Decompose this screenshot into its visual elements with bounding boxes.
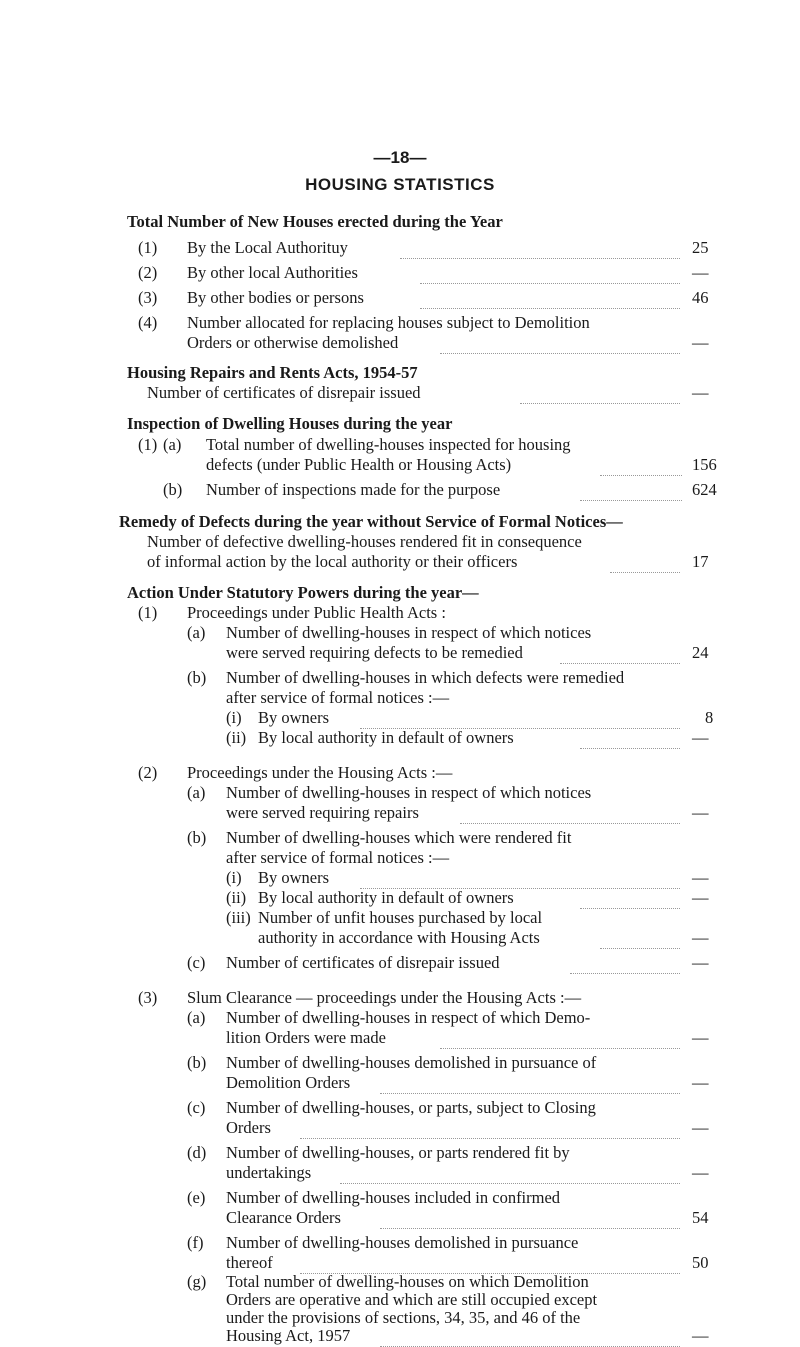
item-text: Total number of dwelling-houses inspected for housing — [206, 435, 571, 454]
item-value: 54 — [692, 1208, 709, 1227]
item-text: Number of dwelling-houses in respect of which notices — [226, 783, 592, 802]
dot-leader — [420, 263, 680, 284]
item-value: — — [692, 953, 709, 972]
item-text: Number of dwelling-houses included in confirmed — [226, 1188, 561, 1207]
item-text: of informal action by the local authority or their officers — [147, 552, 518, 571]
item-text: Number of dwelling-houses demolished in pursuance of — [226, 1053, 597, 1072]
item-text: thereof — [226, 1253, 273, 1272]
dot-leader — [600, 455, 682, 476]
section-heading: Total Number of New Houses erected during the Year — [127, 212, 503, 231]
item-text: By other bodies or persons — [187, 288, 364, 307]
item-value: — — [692, 1163, 709, 1182]
item-number: (3) — [138, 988, 158, 1007]
item-value: — — [692, 803, 709, 822]
item-text: Clearance Orders — [226, 1208, 341, 1227]
item-text: Total number of dwelling-houses on which Demolition — [226, 1272, 589, 1291]
item-text: By local authority in default of owners — [258, 728, 514, 747]
dot-leader — [520, 383, 680, 404]
section-heading: Remedy of Defects during the year without Service of Formal Notices— — [119, 512, 623, 531]
item-letter: (g) — [187, 1272, 207, 1291]
item-text: By the Local Authorituy — [187, 238, 348, 257]
dot-leader — [440, 1028, 680, 1049]
item-letter: (b) — [187, 668, 207, 687]
item-number: (1) — [138, 238, 158, 257]
item-text: Number of dwelling-houses in which defects were remedied — [226, 668, 625, 687]
item-text: defects (under Public Health or Housing Acts) — [206, 455, 512, 474]
item-value: — — [692, 728, 709, 747]
dot-leader — [360, 708, 680, 729]
item-text: Slum Clearance — proceedings under the Housing Acts :— — [187, 988, 582, 1007]
item-text: Proceedings under Public Health Acts : — [187, 603, 446, 622]
item-number: (2) — [138, 263, 158, 282]
item-text: Orders or otherwise demolished — [187, 333, 399, 352]
section-heading: Action Under Statutory Powers during the year— — [127, 583, 479, 602]
section-heading: Inspection of Dwelling Houses during the year — [127, 414, 453, 433]
item-text: Number of dwelling-houses in respect of which Demo- — [226, 1008, 591, 1027]
item-text: authority in accordance with Housing Acts — [258, 928, 540, 947]
item-value: — — [692, 868, 709, 887]
item-value: — — [692, 333, 709, 352]
item-text: Orders — [226, 1118, 271, 1137]
item-text: under the provisions of sections, 34, 35, and 46 of the — [226, 1308, 581, 1327]
item-text: Housing Act, 1957 — [226, 1326, 351, 1345]
item-number: (3) — [138, 288, 158, 307]
item-text: Orders are operative and which are still occupied except — [226, 1290, 598, 1309]
item-text: Number of certificates of disrepair issued — [147, 383, 421, 402]
item-text: Number of dwelling-houses which were rendered fit — [226, 828, 572, 847]
item-text: Number of unfit houses purchased by local — [258, 908, 543, 927]
item-text: Proceedings under the Housing Acts :— — [187, 763, 453, 782]
item-value: 24 — [692, 643, 709, 662]
item-text: were served requiring repairs — [226, 803, 419, 822]
item-number: (4) — [138, 313, 158, 332]
item-letter: (b) — [187, 1053, 207, 1072]
item-value: — — [692, 888, 709, 907]
dot-leader — [340, 1163, 680, 1184]
item-text: lition Orders were made — [226, 1028, 386, 1047]
item-value: 17 — [692, 552, 709, 571]
item-letter: (f) — [187, 1233, 204, 1252]
item-text: Number allocated for replacing houses subject to Demolition — [187, 313, 590, 332]
item-roman: (ii) — [226, 728, 247, 747]
item-number: (2) — [138, 763, 158, 782]
item-text: undertakings — [226, 1163, 312, 1182]
item-letter: (a) — [187, 1008, 206, 1027]
item-letter: (e) — [187, 1188, 206, 1207]
dot-leader — [300, 1253, 680, 1274]
item-letter: (a) — [163, 435, 182, 454]
dot-leader — [460, 803, 680, 824]
item-value: — — [692, 1326, 709, 1345]
item-value: — — [692, 1028, 709, 1047]
item-letter: (b) — [163, 480, 183, 499]
item-value: — — [692, 1073, 709, 1092]
item-text: By local authority in default of owners — [258, 888, 514, 907]
item-number: (1) — [138, 603, 158, 622]
section-heading: Housing Repairs and Rents Acts, 1954-57 — [127, 363, 418, 382]
item-text: Demolition Orders — [226, 1073, 351, 1092]
item-value: 50 — [692, 1253, 709, 1272]
item-text: were served requiring defects to be remedied — [226, 643, 523, 662]
dot-leader — [560, 643, 680, 664]
item-value: 8 — [705, 708, 714, 727]
item-letter: (a) — [187, 623, 206, 642]
dot-leader — [580, 888, 680, 909]
item-value: 46 — [692, 288, 709, 307]
item-letter: (a) — [187, 783, 206, 802]
item-text: after service of formal notices :— — [226, 688, 450, 707]
page-number: —18— — [373, 148, 427, 167]
item-value: — — [692, 263, 709, 282]
item-value: 25 — [692, 238, 709, 257]
item-text: Number of dwelling-houses in respect of which notices — [226, 623, 592, 642]
dot-leader — [360, 868, 680, 889]
item-text: By owners — [258, 868, 330, 887]
dot-leader — [380, 1073, 680, 1094]
item-text: after service of formal notices :— — [226, 848, 450, 867]
dot-leader — [440, 333, 680, 354]
dot-leader — [600, 928, 680, 949]
dot-leader — [300, 1118, 680, 1139]
item-value: — — [692, 383, 709, 402]
item-text: Number of certificates of disrepair issued — [226, 953, 500, 972]
item-text: By other local Authorities — [187, 263, 358, 282]
page-title: HOUSING STATISTICS — [305, 175, 495, 194]
item-roman: (i) — [226, 708, 242, 727]
item-text: Number of dwelling-houses, or parts, subject to Closing — [226, 1098, 596, 1117]
dot-leader — [570, 953, 680, 974]
item-text: By owners — [258, 708, 330, 727]
dot-leader — [610, 552, 680, 573]
item-value: 624 — [692, 480, 717, 499]
dot-leader — [400, 238, 680, 259]
dot-leader — [580, 480, 682, 501]
item-letter: (c) — [187, 953, 206, 972]
item-text: Number of inspections made for the purpose — [206, 480, 501, 499]
item-roman: (ii) — [226, 888, 247, 907]
item-value: — — [692, 928, 709, 947]
item-value: 156 — [692, 455, 717, 474]
item-letter: (d) — [187, 1143, 207, 1162]
item-roman: (iii) — [226, 908, 251, 927]
item-text: Number of dwelling-houses demolished in pursuance — [226, 1233, 579, 1252]
item-number: (1) — [138, 435, 158, 454]
dot-leader — [580, 728, 680, 749]
item-roman: (i) — [226, 868, 242, 887]
item-text: Number of dwelling-houses, or parts rendered fit by — [226, 1143, 570, 1162]
item-letter: (c) — [187, 1098, 206, 1117]
item-text: Number of defective dwelling-houses rendered fit in consequence — [147, 532, 582, 551]
item-letter: (b) — [187, 828, 207, 847]
dot-leader — [380, 1208, 680, 1229]
item-value: — — [692, 1118, 709, 1137]
dot-leader — [420, 288, 680, 309]
